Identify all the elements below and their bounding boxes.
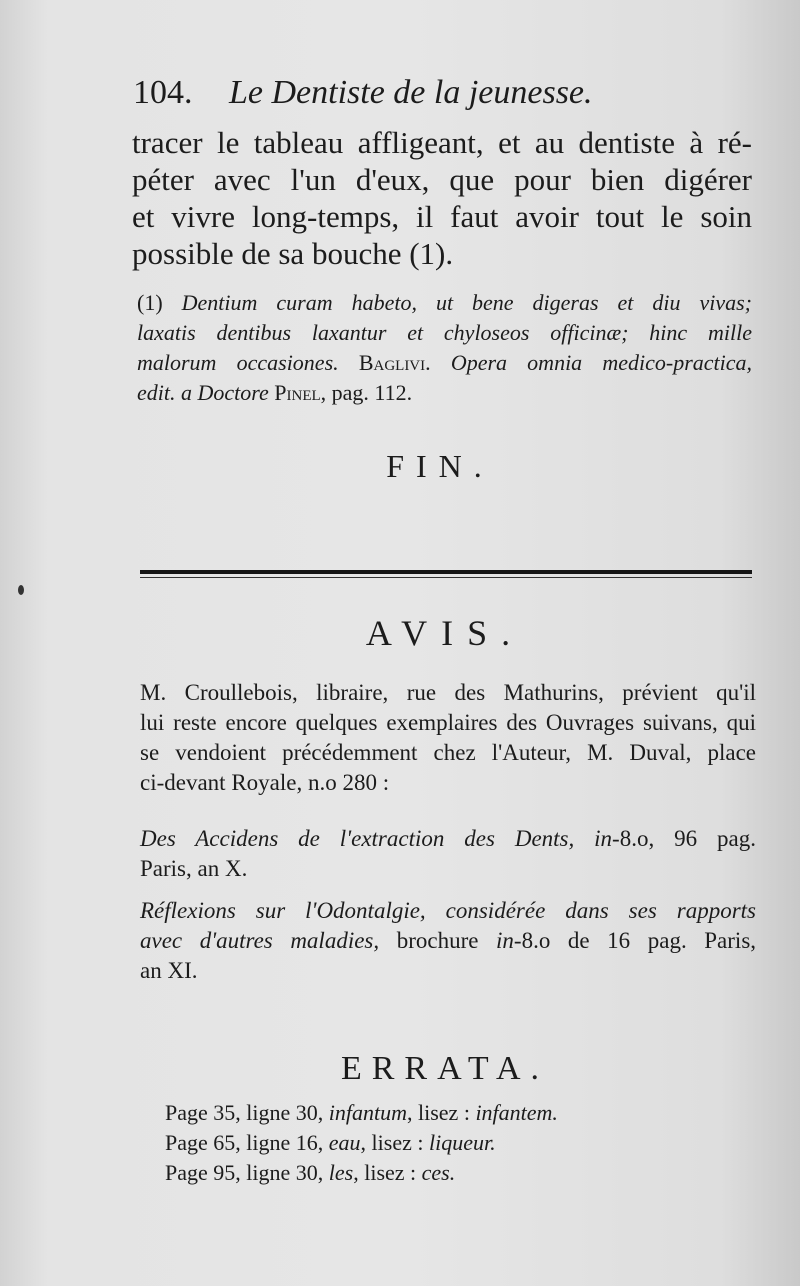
errata-entry: Page 95, ligne 30, les, lisez : ces. [165,1160,456,1185]
footnote-line: laxatis dentibus laxantur et chyloseos officinæ; hinc mille [137,320,752,345]
body-line: possible de sa bouche (1). [132,236,454,271]
errata-list [165,1098,558,1188]
avis-line: M. Croullebois, libraire, rue des Mathurins, prévient qu'il [140,680,756,705]
page-number: 104. [133,74,193,111]
footnote-author: Baglivi. [358,350,431,375]
book-entry-reflexions [140,896,756,986]
footnote-editor: Pinel [274,380,321,405]
footnote-line: edit. a Doctore Pinel, pag. 112. [137,380,413,405]
book-line: Réflexions sur l'Odontalgie, considérée dans ses rapports [140,898,756,923]
divider-rule-thin [140,577,752,578]
errata-heading: ERRATA. [340,1050,549,1087]
avis-line: lui reste encore quelques exemplaires des Ouvrages suivans, qui [140,710,756,735]
errata-entry: Page 65, ligne 16, eau, lisez : liqueur. [165,1130,496,1155]
footnote-line: malorum occasiones. Baglivi. Opera omnia medico-practica, [137,350,753,375]
footnote-marker: (1) [137,290,163,315]
footnote [137,288,752,408]
fin-heading: FIN. [386,448,494,484]
book-line: avec d'autres maladies, brochure in-8.o de 16 pag. Paris, [140,928,757,953]
avis-heading: AVIS. [365,613,525,653]
body-paragraph [132,124,752,272]
book-line: an XI. [140,958,198,983]
body-line: péter avec l'un d'eux, que pour bien digérer [132,162,752,197]
avis-line: ci-devant Royale, n.o 280 : [140,770,390,795]
running-title: Le Dentiste de la jeunesse. [229,74,593,111]
ink-speck [18,585,24,595]
body-line: et vivre long-temps, il faut avoir tout le soin [132,199,752,234]
avis-line: se vendoient précédemment chez l'Auteur, M. Duval, place [140,740,756,765]
running-head [133,74,593,112]
footnote-line: (1) Dentium curam habeto, ut bene digeras et diu vivas; [137,290,753,315]
book-entry-accidens [140,824,756,884]
book-line: Des Accidens de l'extraction des Dents, in-8.o, 96 pag. [140,826,757,851]
book-line: Paris, an X. [140,856,248,881]
errata-entry: Page 35, ligne 30, infantum, lisez : infantem. [165,1100,558,1125]
divider-rule [140,570,752,574]
body-line: tracer le tableau affligeant, et au dentiste à ré- [132,125,752,160]
avis-paragraph [140,678,756,798]
